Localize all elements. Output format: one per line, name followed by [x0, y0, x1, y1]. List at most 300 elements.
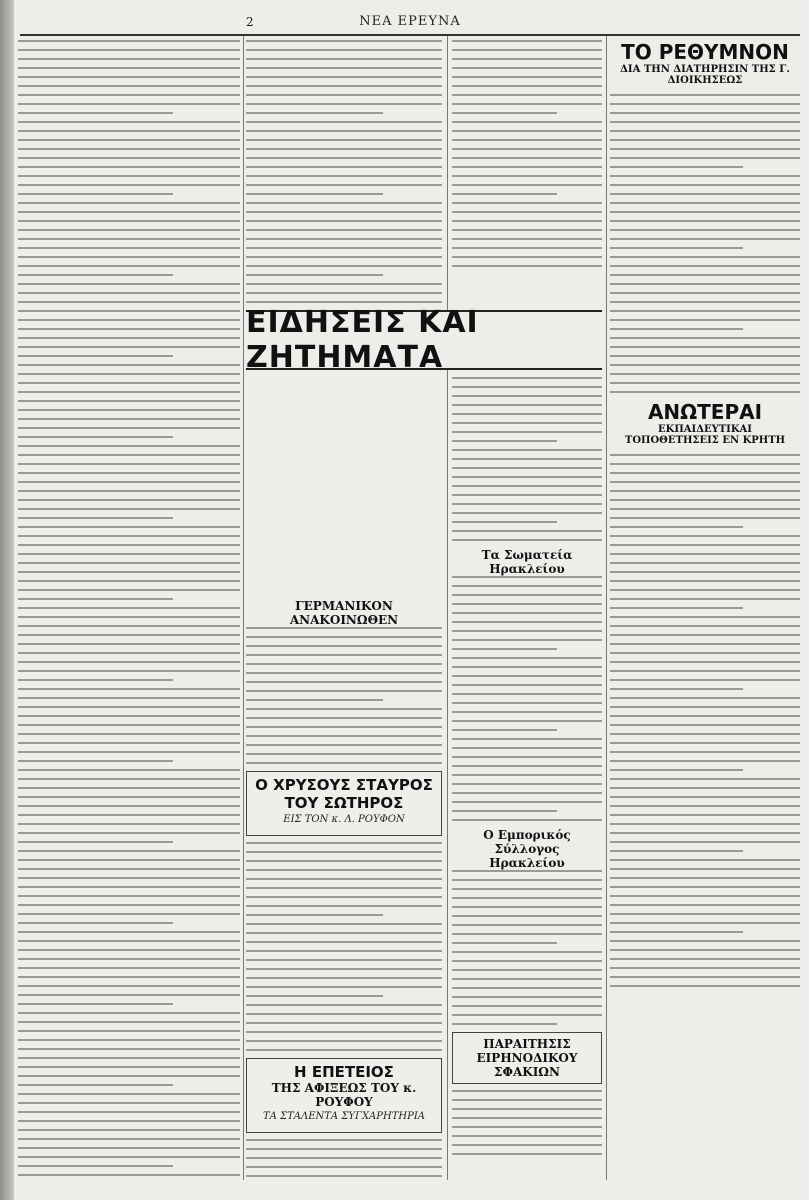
text-line [610, 121, 800, 123]
text-line [452, 413, 602, 415]
text-line [246, 58, 442, 60]
text-line [610, 805, 800, 807]
text-line [452, 220, 602, 222]
text-line [452, 256, 602, 258]
text-line [18, 805, 240, 807]
text-line [246, 654, 442, 656]
text-line [452, 94, 602, 96]
text-line [610, 265, 800, 267]
text-line [18, 877, 240, 879]
text-line [610, 526, 743, 528]
text-line [452, 639, 602, 641]
text-line [18, 706, 240, 708]
text-line [246, 193, 383, 195]
text-line [452, 211, 602, 213]
text-line [18, 733, 240, 735]
text-line [610, 652, 800, 654]
text-line [246, 220, 442, 222]
text-line [452, 576, 602, 578]
text-line [18, 697, 240, 699]
education-heading: ΑΝΩΤΕΡΑΙ [647, 400, 763, 424]
text-line [246, 762, 442, 764]
text-line [18, 409, 240, 411]
text-line [18, 400, 240, 402]
text-line [610, 769, 743, 771]
text-line [246, 1031, 442, 1033]
text-line [610, 490, 800, 492]
text-line [610, 544, 800, 546]
text-line [610, 823, 800, 825]
text-line [18, 94, 240, 96]
text-line [18, 832, 240, 834]
text-line [452, 440, 557, 442]
text-line [18, 373, 240, 375]
text-line [18, 283, 240, 285]
text-line [18, 364, 240, 366]
text-line [18, 751, 240, 753]
text-line [610, 562, 800, 564]
text-line [452, 521, 557, 523]
text-line [452, 879, 602, 881]
text-line [246, 636, 442, 638]
text-line [18, 859, 240, 861]
text-line [18, 976, 240, 978]
text-line [18, 1012, 240, 1014]
text-line [18, 679, 173, 681]
text-line [452, 85, 602, 87]
text-line [18, 994, 240, 996]
text-line [452, 1090, 602, 1092]
text-line [246, 265, 442, 267]
text-line [246, 211, 442, 213]
text-line [610, 643, 800, 645]
text-line [610, 949, 800, 951]
text-line [246, 1139, 442, 1141]
text-line [610, 616, 800, 618]
text-line [18, 742, 240, 744]
text-line [246, 1013, 442, 1015]
anniversary-headline-box [246, 1058, 442, 1133]
text-line [18, 211, 240, 213]
text-line [246, 869, 442, 871]
text-line [452, 666, 602, 668]
text-line [18, 256, 240, 258]
text-line [246, 645, 442, 647]
text-line [18, 490, 240, 492]
text-line [18, 643, 240, 645]
text-line [246, 256, 442, 258]
text-line [610, 985, 800, 987]
text-line [452, 738, 602, 740]
text-line [610, 715, 800, 717]
text-line [18, 724, 240, 726]
text-line [452, 942, 557, 944]
text-line [452, 539, 602, 541]
text-line [452, 648, 557, 650]
text-line [246, 112, 383, 114]
text-line [246, 1040, 442, 1042]
text-line [18, 310, 240, 312]
text-line [610, 976, 800, 978]
text-line [452, 202, 602, 204]
text-line [610, 931, 743, 933]
text-line [452, 765, 602, 767]
text-line [18, 715, 240, 717]
text-line [18, 868, 240, 870]
announcement-heading: ΓΕΡΜΑΝΙΚΟΝ ΑΝΑΚΟΙΝΩΘΕΝ [289, 599, 399, 627]
text-line [452, 810, 557, 812]
text-line [18, 382, 240, 384]
text-line [18, 274, 173, 276]
text-line [452, 933, 602, 935]
text-line [18, 157, 240, 159]
text-line [18, 922, 173, 924]
text-line [18, 130, 240, 132]
text-line [452, 594, 602, 596]
text-line [18, 1165, 173, 1167]
text-line [452, 675, 602, 677]
wide-section-heading: ΕΙΔΗΣΕΙΣ ΚΑΙ ΖΗΤΗΜΑΤΑ [246, 305, 479, 375]
text-line [452, 265, 602, 267]
column-4 [610, 40, 800, 1180]
text-line [18, 1129, 240, 1131]
text-line [452, 1135, 602, 1137]
text-line [452, 987, 602, 989]
text-line [18, 580, 240, 582]
text-line [18, 193, 173, 195]
text-line [18, 517, 173, 519]
text-line [18, 292, 240, 294]
text-line [18, 652, 240, 654]
text-line [18, 427, 240, 429]
text-line [246, 681, 442, 683]
anniversary-subheading: ΤΑ ΣΤΑΛΕΝΤΑ ΣΥΓΧΑΡΗΤΗΡΙΑ [262, 1111, 426, 1122]
text-line [610, 751, 800, 753]
text-line [18, 778, 240, 780]
text-line [18, 589, 240, 591]
text-line [452, 897, 602, 899]
text-line [452, 449, 602, 451]
text-line [452, 229, 602, 231]
text-line [18, 670, 240, 672]
text-line [452, 458, 602, 460]
text-line [18, 562, 240, 564]
text-line [452, 924, 602, 926]
text-line [610, 382, 800, 384]
text-line [18, 436, 173, 438]
text-line [18, 112, 173, 114]
text-line [610, 670, 800, 672]
text-line [246, 753, 442, 755]
text-line [246, 247, 442, 249]
text-line [18, 850, 240, 852]
resignation-heading-box [452, 1032, 602, 1084]
column-1 [18, 40, 240, 1180]
text-line [18, 616, 240, 618]
text-line [246, 950, 442, 952]
text-line [246, 1166, 442, 1168]
column-rule [447, 36, 448, 1180]
text-line [610, 535, 800, 537]
text-line [610, 661, 800, 663]
text-line [246, 274, 383, 276]
text-line [610, 778, 800, 780]
text-line [246, 1157, 442, 1159]
text-line [452, 175, 602, 177]
text-line [18, 220, 240, 222]
text-line [452, 693, 602, 695]
text-line [610, 94, 800, 96]
text-line [18, 688, 240, 690]
column-rule [243, 36, 244, 1180]
text-line [18, 301, 240, 303]
text-line [452, 630, 602, 632]
text-line [452, 747, 602, 749]
text-line [452, 612, 602, 614]
rethymno-heading: ΤΟ ΡΕΘΥΜΝΟΝ [621, 40, 789, 64]
text-line [610, 940, 800, 942]
text-line [610, 877, 800, 879]
text-line [246, 851, 442, 853]
text-line [610, 112, 800, 114]
text-line [610, 472, 800, 474]
text-line [610, 598, 800, 600]
anniversary-headline-1: Η ΕΠΕΤΕΙΟΣ [294, 1063, 394, 1081]
text-line [18, 202, 240, 204]
text-line [246, 905, 442, 907]
text-line [610, 139, 800, 141]
text-line [246, 301, 442, 303]
text-line [610, 679, 800, 681]
text-line [18, 49, 240, 51]
text-line [452, 1108, 602, 1110]
section-heading: Ο Εμπορικός Σύλλογος [483, 828, 571, 856]
text-line [246, 229, 442, 231]
text-line [18, 76, 240, 78]
text-line [246, 40, 442, 42]
text-line [452, 1126, 602, 1128]
text-line [610, 103, 800, 105]
text-line [18, 904, 240, 906]
text-line [452, 148, 602, 150]
text-line [246, 67, 442, 69]
text-line [610, 454, 800, 456]
text-line [246, 860, 442, 862]
text-line [610, 508, 800, 510]
text-line [18, 445, 240, 447]
text-line [18, 940, 240, 942]
text-line [246, 1175, 442, 1177]
text-line [246, 103, 442, 105]
text-line [452, 819, 602, 821]
text-line [18, 634, 240, 636]
text-line [452, 603, 602, 605]
text-line [452, 422, 602, 424]
text-line [18, 121, 240, 123]
resignation-heading: ΠΑΡΑΙΤΗΣΙΣ ΕΙΡΗΝΟΔΙΚΟΥ ΣΦΑΚΙΩΝ [476, 1037, 578, 1079]
text-line [246, 49, 442, 51]
text-line [610, 580, 800, 582]
text-line [18, 319, 240, 321]
text-line [18, 1021, 240, 1023]
text-line [246, 986, 442, 988]
text-line [452, 386, 602, 388]
text-line [610, 904, 800, 906]
cross-headline-2: ΤΟΥ ΣΩΤΗΡΟΣ [284, 794, 404, 812]
text-line [18, 1174, 240, 1176]
text-line [452, 792, 602, 794]
text-line [18, 355, 173, 357]
text-line [452, 684, 602, 686]
text-line [246, 292, 442, 294]
text-line [610, 373, 800, 375]
text-line [18, 553, 240, 555]
text-line [452, 996, 602, 998]
text-line [18, 625, 240, 627]
text-line [452, 193, 557, 195]
text-line [610, 724, 800, 726]
text-line [18, 238, 240, 240]
text-line [452, 184, 602, 186]
text-line [18, 175, 240, 177]
text-line [246, 977, 442, 979]
text-line [246, 139, 442, 141]
text-line [610, 337, 800, 339]
text-line [452, 915, 602, 917]
text-line [610, 859, 800, 861]
text-line [452, 157, 602, 159]
text-line [246, 672, 442, 674]
text-line [18, 967, 240, 969]
text-line [610, 850, 743, 852]
text-line [610, 175, 800, 177]
text-line [18, 103, 240, 105]
text-line [610, 742, 800, 744]
binding-shadow [0, 0, 14, 1200]
text-line [452, 404, 602, 406]
text-line [246, 708, 442, 710]
text-line [246, 959, 442, 961]
text-line [452, 1014, 602, 1016]
text-line [18, 1111, 240, 1113]
text-line [452, 130, 602, 132]
text-line [610, 913, 800, 915]
header-rule [20, 34, 800, 36]
text-line [452, 485, 602, 487]
text-line [18, 814, 240, 816]
text-line [610, 760, 800, 762]
text-line [18, 1066, 240, 1068]
text-line [18, 769, 240, 771]
text-line [246, 690, 442, 692]
text-line [610, 517, 800, 519]
text-line [246, 627, 442, 629]
text-line [18, 1048, 240, 1050]
text-line [18, 607, 240, 609]
text-line [18, 760, 173, 762]
rethymno-subheading: ΔΙΑ ΤΗΝ ΔΙΑΤΗΡΗΣΙΝ ΤΗΣ Γ. ΔΙΟΙΚΗΣΕΩΣ [620, 64, 790, 86]
text-line [18, 958, 240, 960]
text-line [452, 960, 602, 962]
text-line [18, 544, 240, 546]
text-line [610, 697, 800, 699]
text-line [610, 589, 800, 591]
text-line [610, 607, 743, 609]
text-line [610, 274, 800, 276]
text-line [246, 1022, 442, 1024]
page-number: 2 [246, 15, 254, 29]
text-line [18, 913, 240, 915]
text-line [610, 571, 800, 573]
text-line [452, 512, 602, 514]
text-line [452, 103, 602, 105]
text-line [18, 1156, 240, 1158]
text-line [452, 49, 602, 51]
text-line [18, 166, 240, 168]
cross-headline-box [246, 771, 442, 836]
text-line [610, 553, 800, 555]
text-line [18, 1030, 240, 1032]
text-line [610, 886, 800, 888]
text-line [452, 711, 602, 713]
text-line [610, 796, 800, 798]
text-line [610, 958, 800, 960]
text-line [18, 148, 240, 150]
text-line [452, 969, 602, 971]
text-line [18, 985, 240, 987]
text-line [452, 166, 602, 168]
text-line [452, 112, 557, 114]
text-line [18, 40, 240, 42]
text-line [452, 1023, 557, 1025]
text-line [18, 1075, 240, 1077]
text-line [246, 1148, 442, 1150]
text-line [610, 193, 800, 195]
text-line [246, 94, 442, 96]
text-line [18, 229, 240, 231]
text-line [452, 978, 602, 980]
text-line [610, 688, 743, 690]
text-line [610, 319, 800, 321]
text-line [246, 923, 442, 925]
text-line [246, 744, 442, 746]
text-line [452, 585, 602, 587]
text-line [18, 841, 173, 843]
text-line [610, 634, 800, 636]
text-line [18, 1120, 240, 1122]
text-line [246, 896, 442, 898]
cross-headline-1: Ο ΧΡΥΣΟΥΣ ΣΤΑΥΡΟΣ [255, 776, 433, 794]
text-line [246, 121, 442, 123]
text-line [18, 58, 240, 60]
text-line [246, 932, 442, 934]
text-line [452, 467, 602, 469]
wide-section-heading-box [246, 305, 602, 375]
text-line [18, 454, 240, 456]
text-line [610, 787, 800, 789]
text-line [610, 256, 800, 258]
text-line [18, 499, 240, 501]
text-line [246, 699, 383, 701]
text-line [18, 265, 240, 267]
text-line [18, 535, 240, 537]
text-line [246, 941, 442, 943]
text-line [246, 148, 442, 150]
text-line [18, 895, 240, 897]
text-line [246, 1049, 442, 1051]
column-3 [452, 40, 602, 1180]
text-line [610, 895, 800, 897]
